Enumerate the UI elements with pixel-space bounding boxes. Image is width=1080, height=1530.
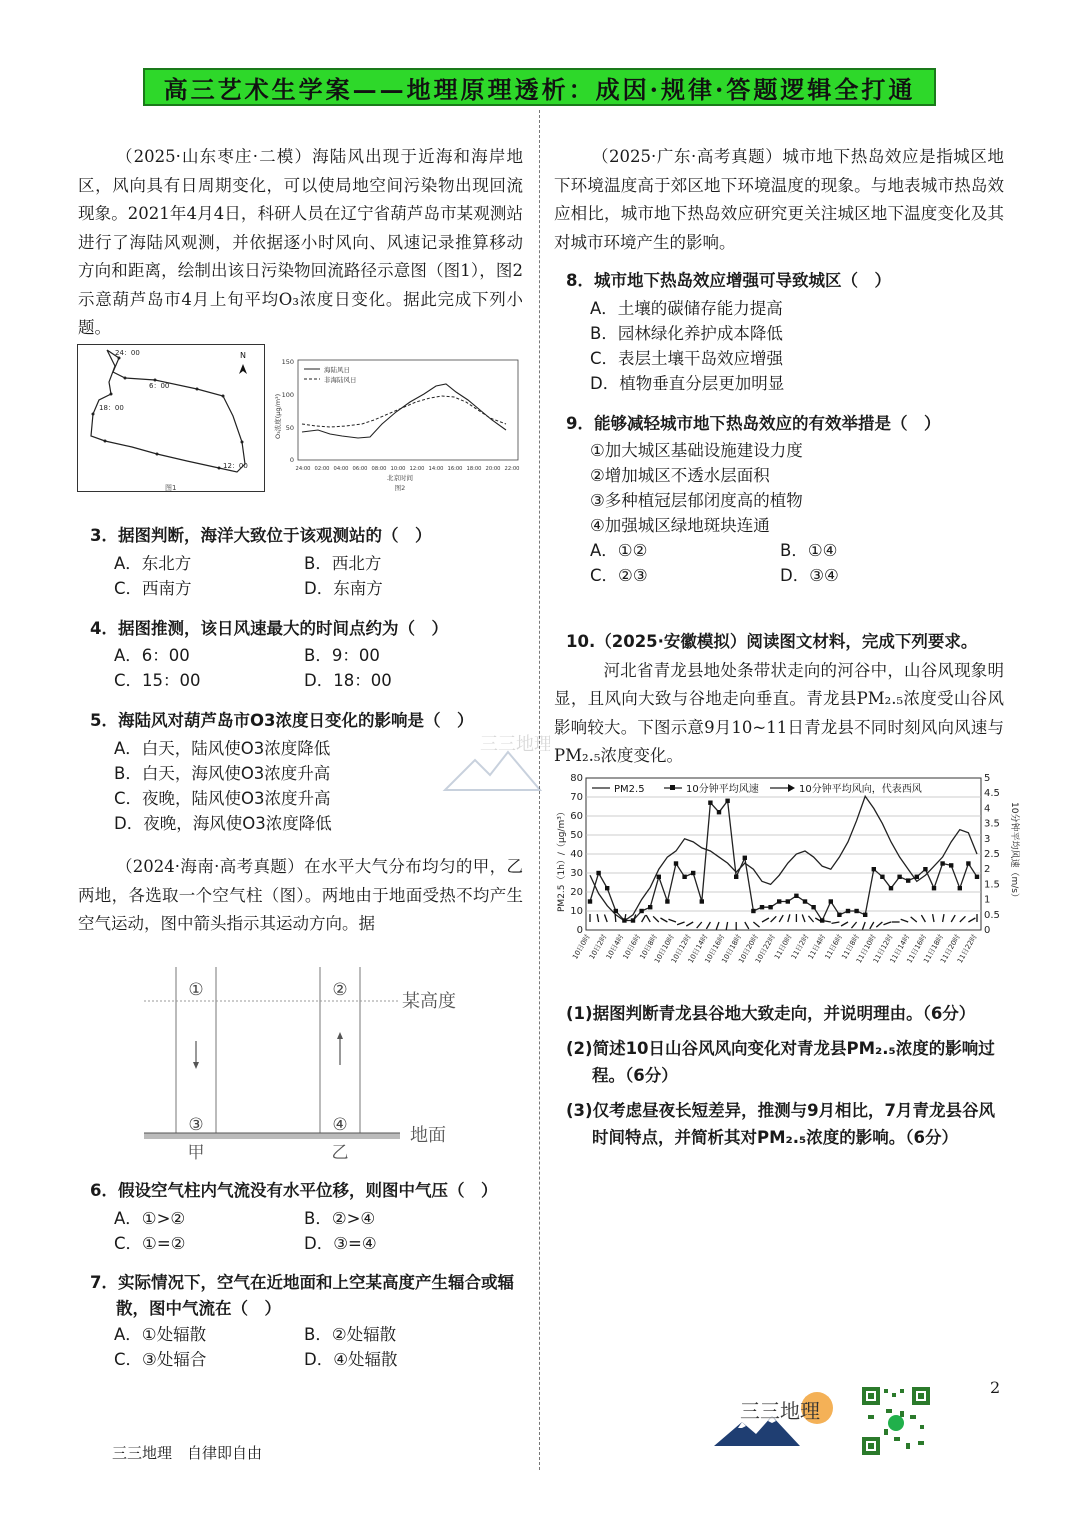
option[interactable]: B．9：00 [304,646,380,665]
figure-3-air-columns [140,965,470,1165]
option[interactable]: C．表层土壤干岛效应增强 [590,348,784,368]
y2-tick-label: 4.5 [984,788,1000,800]
fig2-legend-2: 非海陆风日 [324,376,357,384]
fig2-xtick: 22:00 [504,466,520,472]
pm25-point [648,905,652,909]
fig2-xtick: 04:00 [333,466,349,472]
x-tick-label: 10日18时 [720,933,744,965]
down-arrow-icon [193,1041,199,1069]
option[interactable]: B．②处辐散 [304,1324,397,1344]
header-banner: 高三艺术生学案——地理原理透析：成因·规律·答题逻辑全打通 [143,68,936,106]
fig2-xtick: 14:00 [428,466,444,472]
wind-direction-arrow [615,914,616,922]
jia-label: 甲 [187,1143,205,1163]
option[interactable]: D．夜晚，海风使O3浓度降低 [114,813,332,833]
option[interactable]: B．园林绿化养护成本降低 [590,323,783,343]
question-6: 6．假设空气柱内气流没有水平位移，则图中气压（ ） [90,1181,498,1200]
pm25-point [923,867,927,871]
x-tick-label: 11日18时 [922,933,946,965]
fig2-xtick: 02:00 [314,466,330,472]
item: ①加大城区基础设施建设力度 [590,441,803,460]
fig2-xtick: 10:00 [390,466,406,472]
y-tick-label: 30 [570,868,583,879]
pm25-point [880,875,884,879]
option[interactable]: A．东北方 [114,553,192,573]
fig2-ytick: 0 [289,456,294,464]
watermark [440,730,550,800]
option[interactable]: A．①② [590,541,648,560]
ground-label: 地面 [410,1125,446,1146]
pm25-point [906,878,910,882]
x-tick-label: 11日6时 [823,933,845,961]
fig1-label-1200: 12：00 [223,462,248,470]
option[interactable]: A．6：00 [114,646,190,665]
option[interactable]: B．白天，海风使O3浓度升高 [114,763,331,783]
fig1-label-2400: 24：00 [115,349,140,357]
x-tick-label: 10日0时 [571,933,592,961]
intro-2-block [78,853,523,939]
question-10-subquestions [554,1000,1004,1159]
circle-label-1: ① [188,980,204,1000]
pm25-point [708,801,712,805]
figure-1-path-map [77,344,265,494]
option[interactable]: C．15：00 [114,671,201,690]
question-8-options [554,296,1004,396]
option[interactable]: D．植物垂直分层更加明显 [590,373,785,393]
x-tick-label: 10日4时 [604,933,626,961]
watermark-mountain-icon [440,730,550,800]
y2-tick-label: 1.5 [984,879,1000,891]
pm25-point [700,899,704,903]
x-tick-label: 11日2时 [789,933,811,961]
pm25-point [674,861,678,865]
pm25-point [734,875,738,879]
yi-label: 乙 [331,1143,349,1163]
pm25-point [811,905,815,909]
option[interactable]: C．③处辐合 [114,1349,207,1369]
pm25-point [665,899,669,903]
chart-y2label: 10分钟平均风速（m/s） [1009,802,1019,902]
pm25-point [777,899,781,903]
fig2-xtick: 12:00 [409,466,425,472]
y-tick-label: 70 [570,792,583,803]
question-8: 8．城市地下热岛效应增强可导致城区（ ） [566,271,891,290]
x-tick-label: 10日2时 [587,933,609,961]
question-7-options [78,1322,523,1372]
pm25-point [975,875,979,879]
fig2-ytick: 100 [281,391,294,399]
pm25-point [829,899,833,903]
pm25-point [717,810,721,814]
y2-tick-label: 2 [984,864,991,876]
y-tick-label: 80 [570,773,583,784]
question-9: 9．能够减轻城市地下热岛效应的有效举措是（ ） [566,413,941,433]
y2-tick-label: 3 [984,833,991,845]
figure-2-o3-chart [270,354,525,494]
pm25-point [854,909,858,913]
pm25-point [897,875,901,879]
y2-tick-label: 5 [984,773,991,784]
pm25-point [691,871,695,875]
question-9-items [554,438,1004,538]
question-4-options [78,643,523,693]
north-label: N [240,351,246,360]
legend-wind-speed: 10分钟平均风速 [686,784,759,795]
option[interactable]: D．③=④ [304,1233,377,1253]
option[interactable]: A．①处辐散 [114,1324,207,1344]
pm25-point [940,861,944,865]
pm25-point [639,909,643,913]
fig1-label-0600: 6：00 [149,382,170,390]
qr-code [860,1385,932,1457]
qr-code-icon [860,1385,932,1457]
y-tick-label: 50 [570,830,583,841]
fig1-label-1800: 18：00 [99,404,124,412]
item: ③多种植冠层郁闭度高的植物 [590,491,803,510]
left-column [78,143,523,343]
pm25-point [588,899,592,903]
x-tick-label: 10日14时 [686,933,710,965]
question-3-options [78,551,523,601]
intro-paragraph-2: （2024·海南·高考真题）在水平大气分布均匀的甲，乙两地，各选取一个空气柱（图）。两地由于地面受热不均产生空气运动，图中箭头指示其运动方向。据 [78,857,523,933]
y2-tick-label: 0 [984,925,991,936]
option[interactable]: A．白天，陆风使O3浓度降低 [114,738,331,758]
option[interactable]: C．②③ [590,566,648,585]
logo-text: 三三地理 [740,1399,820,1423]
pm25-point [846,909,850,913]
fig2-xtick: 16:00 [447,466,463,472]
question-6-options [78,1206,523,1256]
fig2-xtick: 18:00 [466,466,482,472]
pm25-point [958,886,962,890]
question-3: 3．据图判断，海洋大致位于该观测站的（ ） [90,526,432,545]
option[interactable]: A．①>② [114,1208,186,1228]
x-tick-label: 10日10时 [653,933,676,965]
fig2-xtick: 20:00 [485,466,501,472]
pm25-point [614,909,618,913]
subquestion-1: (1)据图判断青龙县谷地大致走向，并说明理由。（6分） [566,1004,976,1023]
pm25-point [889,886,893,890]
x-tick-label: 11日4时 [806,933,828,961]
pm25-point [596,871,600,875]
x-tick-label: 10日16时 [703,933,727,965]
y2-tick-label: 0.5 [984,909,1000,921]
fig2-legend-1: 海陆风日 [324,366,350,374]
subquestion-3: (3)仅考虑昼夜长短差异，推测与9月相比，7月青龙县谷风时间特点，并简析其对PM₂.₅浓度的影响。（6分） [566,1101,996,1147]
option[interactable]: C．①=② [114,1233,186,1253]
fig2-xlabel: 北京时间 [387,474,413,482]
pm25-wind-chart [552,772,1022,982]
x-tick-label: 11日16时 [905,933,929,965]
pm25-point [915,875,919,879]
pm25-point [682,875,686,879]
intro-paragraph-3: （2025·广东·高考真题）城市地下热岛效应是指城区地下环境温度高于郊区地下环境温度的现象。与地表城市热岛效应相比，城市地下热岛效应研究更关注城区地下温度变化及其对城市环境产生的影响。 [554,147,1004,252]
y-tick-label: 20 [570,887,583,898]
x-tick-label: 11日14时 [888,933,912,965]
y-tick-label: 10 [570,906,583,917]
circle-label-2: ② [332,980,348,1000]
fig2-xtick: 06:00 [352,466,368,472]
chart-ylabel: PM2.5（1h）/（μg/m³） [557,807,567,912]
pm25-point [837,913,841,917]
intro-paragraph-1: （2025·山东枣庄·二模）海陆风出现于近海和海岸地区，风向具有日周期变化，可以使局地空间污染物出现回流现象。2021年4月4日，科研人员在辽宁省葫芦岛市某观测站进行了海陆风观测，并依据逐小时风向、风速记录推算移动方向和距离，绘制出该日污染物回流路径示意图（图1），图2示意葫芦岛市4月上旬平均O₃浓度日变化。据此完成下列小题。 [78,147,523,337]
option[interactable]: A．土壤的碳储存能力提高 [590,298,783,318]
y-tick-label: 60 [570,811,583,822]
fig2-ytick: 50 [285,424,294,432]
pm25-point [760,905,764,909]
pm25-point [949,863,953,867]
up-arrow-icon [337,1032,343,1065]
logo-mountain-icon [712,1388,842,1453]
watermark-text: 三三地理 [480,734,550,755]
question-5: 5．海陆风对葫芦岛市O3浓度日变化的影响是（ ） [90,711,474,730]
subquestion-2: (2)简述10日山谷风风向变化对青龙县PM₂.₅浓度的影响过程。（6分） [566,1039,995,1085]
pm25-point [605,886,609,890]
right-column [554,143,1004,771]
x-tick-label: 10日22时 [753,933,777,965]
pm25-point [725,799,729,803]
page-number: 2 [990,1378,1001,1397]
pm25-point [803,899,807,903]
height-label: 某高度 [402,991,456,1012]
x-tick-label: 10日12时 [669,933,693,965]
question-10-text: 河北省青龙县地处条带状走向的河谷中，山谷风现象明显，且风向大致与谷地走向垂直。青龙县PM₂.₅浓度受山谷风影响较大。下图示意9月10~11日青龙县不同时刻风向风速与PM₂.₅浓度变化。 [554,660,1004,765]
question-4: 4．据图推测，该日风速最大的时间点约为（ ） [90,618,448,638]
fig2-ytick: 150 [281,358,294,366]
x-tick-label: 11日0时 [773,933,794,961]
fig2-caption: 图2 [394,484,406,492]
legend-pm25: PM2.5 [614,784,645,795]
y2-tick-label: 1 [984,894,991,906]
fig2-xtick: 24:00 [295,466,311,472]
x-tick-label: 11日8时 [840,933,861,961]
y2-tick-label: 2.5 [984,849,1000,860]
x-tick-label: 11日20时 [939,933,962,965]
pm25-point [863,913,867,917]
item: ④加强城区绿地斑块连通 [590,516,770,535]
x-tick-label: 11日22时 [955,933,979,965]
option[interactable]: B．①④ [780,541,838,560]
pm25-point [768,905,772,909]
x-tick-label: 10日8时 [638,933,660,961]
option[interactable]: C．西南方 [114,578,192,598]
pm25-point [657,875,661,879]
option[interactable]: B．西北方 [304,553,382,573]
fig2-ylabel: O₃浓度(μg/m³) [274,393,282,439]
x-tick-label: 10日20时 [737,933,760,965]
option[interactable]: D．18：00 [304,671,392,690]
pm25-point [751,909,755,913]
pm25-point [932,886,936,890]
questions-6-7 [78,1177,523,1372]
pm25-point [743,856,747,860]
option[interactable]: C．夜晚，陆风使O3浓度升高 [114,788,331,808]
question-10-title: 10.（2025·安徽模拟）阅读图文材料，完成下列要求。 [566,632,978,651]
fig2-xtick: 08:00 [371,466,387,472]
option[interactable]: D．③④ [780,566,839,585]
x-tick-label: 10日6时 [621,933,643,961]
pm25-point [872,867,876,871]
x-tick-label: 11日12时 [871,933,895,965]
pm25-point [794,894,798,898]
x-tick-label: 11日10时 [854,933,878,965]
pm25-point [786,899,790,903]
pm25-point [966,861,970,865]
y2-tick-label: 3.5 [984,818,1000,830]
item: ②增加城区不透水层面积 [590,466,770,485]
fig1-caption: 图1 [165,484,177,492]
circle-label-4: ④ [332,1115,348,1135]
brand-logo [712,1388,842,1453]
question-9-options [554,538,1004,588]
option[interactable]: B．②>④ [304,1208,376,1228]
option[interactable]: D．④处辐散 [304,1349,398,1369]
footer-text: 三三地理 自律即自由 [112,1444,263,1462]
option[interactable]: D．东南方 [304,578,383,598]
y-tick-label: 40 [570,849,583,860]
circle-label-3: ③ [188,1115,204,1135]
question-7: 7．实际情况下，空气在近地面和上空某高度产生辐合或辐散，图中气流在（ ） [90,1272,514,1318]
y-tick-label: 0 [576,925,583,936]
y2-tick-label: 4 [984,803,991,815]
legend-wind-direction: 10分钟平均风向，代表西风 [799,784,922,795]
